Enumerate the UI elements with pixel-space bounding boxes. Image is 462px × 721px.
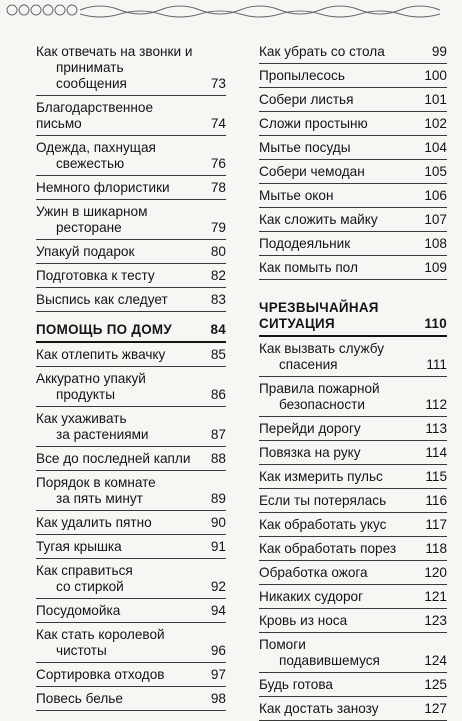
toc-entry[interactable] (36, 343, 226, 367)
toc-entry-page-number: 102 (424, 116, 447, 131)
toc-entry[interactable] (36, 535, 226, 559)
toc-entry-title: Кровь из носа (259, 613, 348, 628)
toc-entry-title: Подготовка к тесту (36, 268, 155, 283)
toc-entry[interactable] (259, 561, 447, 585)
toc-entry-page-number: 100 (424, 68, 447, 83)
toc-entry-title: Обработка ожога (259, 565, 368, 580)
toc-entry-page-number: 115 (425, 469, 447, 484)
toc-entry[interactable] (259, 609, 447, 633)
toc-entry[interactable] (259, 377, 447, 417)
toc-entry-title: Мытье посуды (259, 140, 351, 155)
toc-entry-title: Повязка на руку (259, 445, 361, 460)
toc-entry[interactable] (36, 623, 226, 663)
toc-entry-title: Как обработать порез (259, 541, 397, 556)
toc-entry-page-number: 78 (210, 180, 226, 195)
toc-entry-page-number: 83 (210, 292, 226, 307)
toc-entry-page-number: 91 (210, 539, 226, 554)
decorative-border-ornament (0, 0, 462, 26)
toc-entry-page-number: 86 (210, 387, 226, 402)
toc-entry-title: Если ты потерялась (259, 493, 387, 508)
toc-entry-title-continued: свежестью (56, 156, 125, 171)
toc-entry[interactable] (36, 367, 226, 407)
toc-entry-title: Порядок в комнате (36, 475, 156, 490)
toc-entry-page-number: 87 (210, 427, 226, 442)
toc-entry-title: Ужин в шикарном (36, 204, 148, 219)
toc-entry-title-continued: за растениями (56, 427, 149, 442)
toc-entry-page-number: 74 (210, 116, 226, 131)
toc-entry[interactable] (259, 40, 447, 64)
toc-entry[interactable] (36, 511, 226, 535)
toc-entry-title: Одежда, пахнущая (36, 140, 156, 155)
toc-entry-page-number: 105 (424, 164, 447, 179)
toc-entry-page-number: 104 (424, 140, 447, 155)
toc-entry-title: Как стать королевой (36, 627, 165, 642)
toc-entry[interactable] (259, 537, 447, 561)
toc-left-column (36, 40, 226, 711)
section-title: ПОМОЩЬ ПО ДОМУ (36, 322, 173, 337)
toc-entry[interactable] (259, 184, 447, 208)
toc-entry-title: Аккуратно упакуй (36, 371, 146, 386)
toc-entry-page-number: 97 (210, 667, 226, 682)
toc-entry[interactable] (259, 208, 447, 232)
toc-entry-title: Мытье окон (259, 188, 334, 203)
toc-entry[interactable] (259, 489, 447, 513)
toc-entry-page-number: 118 (425, 541, 447, 556)
toc-entry[interactable] (259, 160, 447, 184)
toc-entry[interactable] (259, 256, 447, 280)
toc-entry[interactable] (36, 288, 226, 312)
toc-entry[interactable] (36, 176, 226, 200)
toc-entry-page-number: 99 (431, 44, 447, 59)
toc-entry[interactable] (259, 88, 447, 112)
section-title-line2: СИТУАЦИЯ (259, 316, 335, 331)
toc-entry-title: Как помыть пол (259, 260, 358, 275)
toc-entry-title: Помоги (259, 637, 306, 652)
toc-entry-title: Как справиться (36, 563, 133, 578)
toc-entry-title: Немного флористики (36, 180, 170, 195)
toc-entry-title: Будь готова (259, 677, 333, 692)
toc-entry-page-number: 101 (424, 92, 447, 107)
section-page-number: 84 (210, 322, 226, 337)
toc-entry-title: Собери листья (259, 92, 354, 107)
toc-section-heading[interactable] (36, 318, 226, 343)
toc-entry[interactable] (36, 471, 226, 511)
toc-entry[interactable] (259, 337, 447, 377)
toc-entry-title: Сортировка отходов (36, 667, 165, 682)
toc-entry-title: Упакуй подарок (36, 244, 135, 259)
toc-entry-page-number: 113 (425, 421, 447, 436)
toc-entry[interactable] (36, 447, 226, 471)
toc-entry-title-continued: принимать сообщения (56, 60, 127, 91)
toc-entry-title: Сложи простыню (259, 116, 368, 131)
toc-entry-title: Как убрать со стола (259, 44, 385, 59)
toc-entry-page-number: 94 (210, 603, 226, 618)
toc-entry-title: Все до последней капли (36, 451, 191, 466)
toc-entry-page-number: 109 (424, 260, 447, 275)
toc-entry-page-number: 90 (210, 515, 226, 530)
toc-entry-page-number: 96 (210, 643, 226, 658)
toc-entry[interactable] (36, 40, 226, 96)
toc-entry-title-continued: за пять минут (56, 491, 143, 506)
toc-entry[interactable] (259, 417, 447, 441)
toc-entry-title-continued: подавившемуся (279, 653, 380, 668)
toc-entry-title: Посудомойка (36, 603, 121, 618)
toc-entry-title: Благодарственное письмо (36, 100, 154, 131)
toc-entry-page-number: 73 (210, 76, 226, 91)
toc-entry-title-continued: продукты (56, 387, 116, 402)
toc-entry[interactable] (259, 633, 447, 673)
toc-entry-title: Пододеяльник (259, 236, 351, 251)
toc-entry[interactable] (36, 599, 226, 623)
toc-entry-page-number: 85 (210, 347, 226, 362)
toc-entry-page-number: 125 (424, 677, 447, 692)
toc-entry[interactable] (36, 136, 226, 176)
toc-entry[interactable] (36, 200, 226, 240)
toc-entry-title: Собери чемодан (259, 164, 365, 179)
toc-entry[interactable] (259, 112, 447, 136)
toc-entry[interactable] (259, 136, 447, 160)
toc-entry[interactable] (36, 663, 226, 687)
toc-entry-title: Как сложить майку (259, 212, 378, 227)
toc-entry-page-number: 114 (425, 445, 447, 460)
section-page-number: 110 (424, 316, 447, 331)
toc-entry[interactable] (36, 407, 226, 447)
toc-entry-page-number: 98 (210, 691, 226, 706)
toc-entry-title-continued: спасения (279, 357, 338, 372)
toc-section-heading[interactable] (259, 286, 447, 337)
toc-entry-page-number: 88 (210, 451, 226, 466)
toc-entry[interactable] (259, 465, 447, 489)
toc-entry-title: Пропылесось (259, 68, 345, 83)
toc-entry[interactable] (259, 513, 447, 537)
toc-entry-page-number: 124 (424, 653, 447, 668)
toc-entry-title-continued: безопасности (279, 397, 365, 412)
toc-entry-page-number: 82 (210, 268, 226, 283)
toc-entry-title-continued: ресторане (56, 220, 122, 235)
toc-entry-page-number: 117 (425, 517, 447, 532)
toc-entry[interactable] (259, 697, 447, 721)
toc-entry-title: Правила пожарной (259, 381, 380, 396)
toc-entry-page-number: 112 (425, 397, 447, 412)
toc-entry-page-number: 107 (424, 212, 447, 227)
toc-entry-title: Как отвечать на звонки и (36, 44, 193, 59)
toc-entry-page-number: 116 (425, 493, 447, 508)
toc-entry[interactable] (259, 64, 447, 88)
toc-entry[interactable] (36, 96, 226, 136)
toc-entry-page-number: 111 (426, 357, 447, 372)
toc-entry-page-number: 120 (424, 565, 447, 580)
toc-entry-title: Как удалить пятно (36, 515, 152, 530)
toc-entry-page-number: 106 (424, 188, 447, 203)
toc-entry-page-number: 80 (210, 244, 226, 259)
toc-entry[interactable] (36, 264, 226, 288)
toc-entry-title: Как измерить пульс (259, 469, 383, 484)
toc-entry[interactable] (36, 687, 226, 711)
toc-entry-page-number: 123 (424, 613, 447, 628)
toc-entry-page-number: 92 (210, 579, 226, 594)
toc-entry[interactable] (259, 585, 447, 609)
toc-entry-title-continued: чистоты (56, 643, 107, 658)
toc-entry-title: Никаких судорог (259, 589, 364, 604)
toc-entry-title: Повесь белье (36, 691, 123, 706)
toc-entry-title: Как ухаживать (36, 411, 127, 426)
toc-entry-page-number: 121 (424, 589, 447, 604)
toc-entry[interactable] (259, 232, 447, 256)
toc-entry-page-number: 127 (424, 701, 447, 716)
toc-entry-page-number: 76 (210, 156, 226, 171)
toc-entry[interactable] (36, 559, 226, 599)
toc-entry-title-continued: со стиркой (56, 579, 124, 594)
toc-entry-page-number: 89 (210, 491, 226, 506)
toc-entry-title: Тугая крышка (36, 539, 122, 554)
section-title-line1: ЧРЕЗВЫЧАЙНАЯ (259, 300, 379, 315)
toc-entry-title: Как вызвать службу (259, 341, 385, 356)
toc-entry-title: Выспись как следует (36, 292, 168, 307)
toc-entry-title: Перейди дорогу (259, 421, 361, 436)
toc-entry-page-number: 79 (210, 220, 226, 235)
toc-entry-title: Как отлепить жвачку (36, 347, 166, 362)
toc-right-column (259, 40, 447, 721)
toc-entry[interactable] (36, 240, 226, 264)
toc-entry-title: Как обработать укус (259, 517, 387, 532)
toc-entry[interactable] (259, 673, 447, 697)
toc-entry[interactable] (259, 441, 447, 465)
toc-entry-page-number: 108 (424, 236, 447, 251)
toc-entry-title: Как достать занозу (259, 701, 379, 716)
